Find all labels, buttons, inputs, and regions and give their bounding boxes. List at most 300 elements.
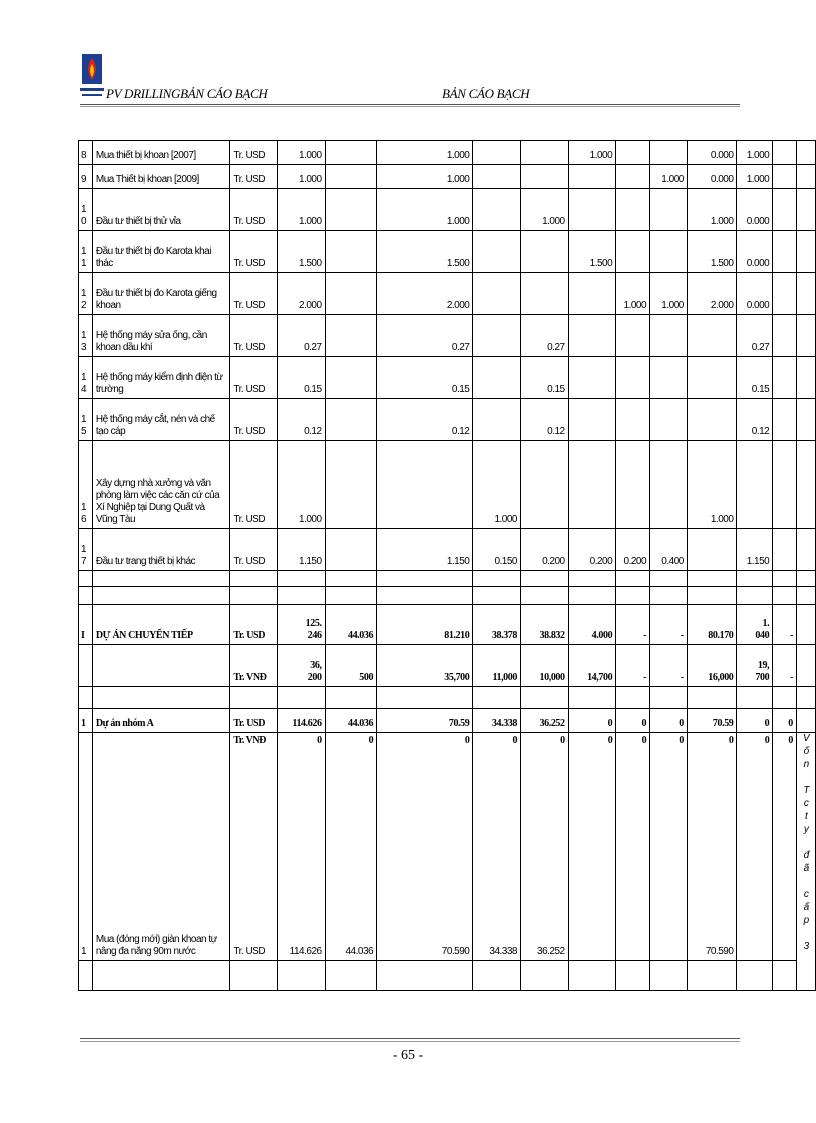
row-value-vnd-c3: 0 [464,735,470,746]
blank-cell [521,961,569,991]
blank-cell [230,587,277,605]
table-row [79,399,816,441]
row-value-c4 [473,231,521,273]
row-unit-usd: Tr. USD [233,946,266,957]
row-number: 9 [79,165,93,189]
blank-cell [473,571,521,587]
table-body [79,141,816,991]
row-unit: Tr. USD [230,141,277,165]
row-value-c8 [650,141,688,165]
row-number [79,645,93,687]
row-value-c6 [568,733,616,961]
row-item-name: DỰ ÁN CHUYỂN TIẾP [92,605,230,645]
blank-cell [92,587,230,605]
blank-cell [796,587,815,605]
header-rule [80,104,740,107]
row-value-c10: 0 [737,709,773,733]
row-value-c8: 1.000 [650,273,688,315]
row-value-c7 [616,189,650,231]
blank-cell [773,587,797,605]
row-number: 1 7 [79,529,93,571]
row-value-c9: 1.000 [687,441,737,529]
row-value-c6: 1.500 [568,231,616,273]
row-note-cell [796,399,815,441]
row-number: 1 3 [79,315,93,357]
row-value-c7 [616,231,650,273]
row-value-c9 [687,315,737,357]
row-number: 1 4 [79,357,93,399]
row-value-c5 [521,441,569,529]
row-value-c8 [650,733,688,961]
table-row [79,273,816,315]
row-value-c9 [687,733,737,961]
row-value-c3: 2.000 [377,273,473,315]
row-value-rig-c4: 34.338 [489,946,517,957]
blank-cell [773,961,797,991]
blank-cell [737,587,773,605]
spacer-row [79,571,816,587]
row-value-c1: 1.000 [277,141,325,165]
row-number: 1 1 [79,231,93,273]
row-note-cell [796,529,815,571]
row-value-vnd-c8: 0 [679,735,684,746]
row-value-c1 [277,733,325,961]
blank-cell [473,961,521,991]
row-value-c11 [773,165,797,189]
row-value-c3: 81.210 [377,605,473,645]
row-value-c9: 1.500 [687,231,737,273]
row-value-c2 [325,273,377,315]
row-unit: Tr. USD [230,357,277,399]
row-item-name: Hệ thống máy sửa ống, cần khoan dầu khí [92,315,230,357]
row-value-c11 [773,399,797,441]
blank-cell [568,587,616,605]
side-note-cell [796,733,815,991]
row-value-vnd-c5: 0 [560,735,565,746]
row-value-c3 [377,441,473,529]
row-value-c4: 38.378 [473,605,521,645]
row-value-c4: 34.338 [473,709,521,733]
row-value-c6: 1.000 [568,141,616,165]
row-value-c7 [616,357,650,399]
table-row [79,441,816,529]
row-value-c5: 0.27 [521,315,569,357]
row-value-c6: 4.000 [568,605,616,645]
row-value-c7 [616,733,650,961]
row-value-c6 [568,441,616,529]
row-value-c7 [616,315,650,357]
table-row [79,605,816,645]
row-value-c10: 1.000 [737,141,773,165]
blank-cell [277,587,325,605]
row-value-rig-c9: 70.590 [705,946,734,957]
row-value-c7 [616,141,650,165]
row-value-c7: 1.000 [616,273,650,315]
row-value-c3: 0.15 [377,357,473,399]
blank-cell [325,687,377,709]
blank-cell [230,571,277,587]
row-item-name: Đầu tư thiết bị thử vỉa [92,189,230,231]
row-value-c4 [473,189,521,231]
row-unit: Tr. USD [230,189,277,231]
row-value-c2 [325,189,377,231]
row-value-c5 [521,733,569,961]
row-value-c10: 19, 700 [737,645,773,687]
row-value-c7 [616,441,650,529]
blank-cell [521,587,569,605]
blank-cell [92,687,230,709]
table-row [79,733,816,961]
row-value-c3: 1.000 [377,141,473,165]
blank-cell [568,961,616,991]
row-item-name: Xây dựng nhà xưởng và văn phòng làm việc các căn cứ của Xí Nghiệp tại Dung Quất và Vũng Tàu [92,441,230,529]
row-value-vnd-c9: 0 [728,735,734,746]
row-value-vnd-c4: 0 [512,735,517,746]
footer-rule [80,1038,740,1042]
row-note-cell [796,165,815,189]
company-logo [80,52,104,102]
row-value-rig-c3: 70.590 [441,946,470,957]
row-value-c10 [737,441,773,529]
row-value-c1: 36, 200 [277,645,325,687]
row-value-c2 [325,231,377,273]
row-value-c9 [687,529,737,571]
row-value-c6 [568,357,616,399]
row-value-c8 [650,399,688,441]
row-value-vnd-c7: 0 [641,735,647,746]
row-item-name: Mua (đóng mới) giàn khoan tự nâng đa năng 90m nước [92,733,230,961]
row-value-c11 [773,441,797,529]
row-item-name: Đầu tư trang thiết bị khác [92,529,230,571]
spacer-row [79,587,816,605]
row-value-c2: 44.036 [325,709,377,733]
row-value-c5: 0.12 [521,399,569,441]
blank-cell [650,587,688,605]
row-value-c1: 125. 246 [277,605,325,645]
row-value-c8 [650,441,688,529]
row-note-cell [796,645,815,687]
row-unit: Tr. USD [230,273,277,315]
blank-row [79,961,816,991]
row-value-c9: 16,000 [687,645,737,687]
row-note-cell [796,141,815,165]
blank-cell [79,687,93,709]
blank-cell [650,961,688,991]
row-unit: Tr. USD [230,165,277,189]
row-value-c4 [473,315,521,357]
blank-cell [277,571,325,587]
row-item-name: Hệ thống máy kiểm định điện từ trường [92,357,230,399]
table-row [79,709,816,733]
row-value-c7: - [616,645,650,687]
row-unit: Tr. USD [230,709,277,733]
row-value-c10 [737,733,773,961]
row-number: 1 [79,709,93,733]
row-note-cell [796,709,815,733]
blank-cell [473,587,521,605]
blank-cell [616,961,650,991]
row-value-c3: 1.500 [377,231,473,273]
row-value-vnd-c1: 0 [317,735,322,746]
row-value-c1: 1.150 [277,529,325,571]
blank-cell [92,961,230,991]
blank-cell [79,587,93,605]
row-value-c5: 36.252 [521,709,569,733]
row-value-c8: 1.000 [650,165,688,189]
row-number: 1 2 [79,273,93,315]
row-unit: Tr. USD [230,399,277,441]
blank-cell [325,571,377,587]
row-value-c10: 1.000 [737,165,773,189]
blank-cell [650,687,688,709]
row-value-c11 [773,273,797,315]
row-value-c4: 0.150 [473,529,521,571]
blank-cell [616,571,650,587]
row-value-c1: 0.12 [277,399,325,441]
row-value-vnd-c10: 0 [764,735,770,746]
row-note-cell [796,189,815,231]
row-value-c9: 1.000 [687,189,737,231]
row-value-rig-c2: 44.036 [345,946,374,957]
row-value-c11 [773,189,797,231]
row-value-c3: 70.59 [377,709,473,733]
row-value-c5: 10,000 [521,645,569,687]
row-value-c7: - [616,605,650,645]
row-note-cell [796,441,815,529]
row-value-c11 [773,529,797,571]
blank-cell [277,687,325,709]
row-value-c4 [473,273,521,315]
blank-cell [773,687,797,709]
blank-cell [796,687,815,709]
row-value-c6 [568,315,616,357]
blank-cell [230,687,277,709]
row-value-c8: 0 [650,709,688,733]
row-value-c9: 2.000 [687,273,737,315]
spacer-row [79,687,816,709]
row-value-c5 [521,273,569,315]
row-value-c10: 1. 040 [737,605,773,645]
row-value-c8: - [650,605,688,645]
row-value-c6: 14,700 [568,645,616,687]
row-item-name: Dự án nhóm A [92,709,230,733]
row-value-c6 [568,165,616,189]
row-value-c2 [325,399,377,441]
row-value-c1: 0.15 [277,357,325,399]
row-value-c2 [325,357,377,399]
row-unit: Tr. USD [230,315,277,357]
row-value-c11 [773,315,797,357]
blank-cell [650,571,688,587]
row-value-c10: 0.15 [737,357,773,399]
row-value-c8: 0.400 [650,529,688,571]
blank-cell [687,571,737,587]
row-value-c9 [687,399,737,441]
row-value-c3: 1.000 [377,165,473,189]
row-value-c6 [568,273,616,315]
row-note-cell [796,605,815,645]
table-row [79,189,816,231]
row-item-name: Mua thiết bị khoan [2007] [92,141,230,165]
investment-table [78,140,816,991]
table-row [79,165,816,189]
blank-cell [79,571,93,587]
blank-cell [473,687,521,709]
row-value-c2: 500 [325,645,377,687]
header-left-title: PV DRILLINGBẢN CÁO BẠCH [106,86,268,101]
blank-cell [616,587,650,605]
row-item-name: Hệ thống máy cắt, nén và chế tạo cáp [92,399,230,441]
row-value-c3: 0.27 [377,315,473,357]
table-row [79,141,816,165]
row-value-vnd-c2: 0 [368,735,374,746]
row-value-c7: 0.200 [616,529,650,571]
row-value-vnd-c11: 0 [788,735,793,746]
row-value-c11 [773,733,797,961]
row-value-c8: - [650,645,688,687]
row-note-cell [796,357,815,399]
row-unit: Tr. USD [230,441,277,529]
blank-cell [277,961,325,991]
row-value-c10: 0.27 [737,315,773,357]
row-value-rig-c5: 36.252 [537,946,565,957]
row-value-c4 [473,165,521,189]
blank-cell [687,961,737,991]
row-value-c11 [773,141,797,165]
row-unit: Tr. USD [230,231,277,273]
row-item-name: Đầu tư thiết bị đo Karota giếng khoan [92,273,230,315]
row-value-c3: 1.150 [377,529,473,571]
row-value-c6: 0 [568,709,616,733]
row-value-c2 [325,441,377,529]
row-note-cell [796,315,815,357]
row-value-c4: 1.000 [473,441,521,529]
row-value-c1: 1.000 [277,189,325,231]
row-value-c9: 70.59 [687,709,737,733]
row-value-c5: 1.000 [521,189,569,231]
blank-cell [377,571,473,587]
blank-cell [521,687,569,709]
blank-cell [521,571,569,587]
row-note-cell [796,231,815,273]
row-value-c1: 1.000 [277,441,325,529]
blank-cell [796,571,815,587]
row-number: 1 5 [79,399,93,441]
row-value-c5: 0.200 [521,529,569,571]
row-value-c5 [521,231,569,273]
blank-cell [325,587,377,605]
row-number: 1 [79,733,93,961]
row-value-c2 [325,165,377,189]
table-row [79,315,816,357]
blank-cell [687,687,737,709]
row-value-c1: 114.626 [277,709,325,733]
row-value-c5 [521,141,569,165]
blank-cell [737,687,773,709]
row-value-c11: - [773,605,797,645]
row-unit: Tr. VNĐ [230,645,277,687]
row-value-c4 [473,357,521,399]
row-value-c3: 0.12 [377,399,473,441]
row-value-c7 [616,399,650,441]
row-value-c8 [650,189,688,231]
blank-cell [377,961,473,991]
blank-cell [377,587,473,605]
row-unit: Tr. USD [230,529,277,571]
row-number: 8 [79,141,93,165]
blank-cell [325,961,377,991]
row-unit-vnd: Tr. VNĐ [233,735,266,746]
row-value-c3 [377,733,473,961]
blank-cell [687,587,737,605]
blank-cell [737,961,773,991]
row-value-c8 [650,315,688,357]
row-value-c4 [473,733,521,961]
row-value-c4: 11,000 [473,645,521,687]
row-number: I [79,605,93,645]
row-value-c10: 0.000 [737,231,773,273]
row-number: 1 0 [79,189,93,231]
row-value-c11: 0 [773,709,797,733]
row-unit: Tr. USD [230,605,277,645]
row-value-c1: 1.000 [277,165,325,189]
table-row [79,231,816,273]
row-unit [230,733,277,961]
row-value-c10: 0.12 [737,399,773,441]
blank-cell [79,961,93,991]
blank-cell [773,571,797,587]
blank-cell [230,961,277,991]
row-value-c3: 35,700 [377,645,473,687]
row-value-vnd-c6: 0 [607,735,613,746]
blank-cell [737,571,773,587]
blank-cell [616,687,650,709]
row-value-c5 [521,165,569,189]
blank-cell [377,687,473,709]
row-value-c11: - [773,645,797,687]
row-value-c2 [325,315,377,357]
row-value-c1: 1.500 [277,231,325,273]
row-value-c8 [650,357,688,399]
table-row [79,357,816,399]
row-value-c1: 2.000 [277,273,325,315]
row-value-c10: 0.000 [737,189,773,231]
row-value-c7 [616,165,650,189]
row-value-c8 [650,231,688,273]
row-item-name [92,645,230,687]
row-item-name: Đầu tư thiết bị đo Karota khai thác [92,231,230,273]
table-row [79,529,816,571]
row-value-c4 [473,399,521,441]
row-value-rig-c1: 114.626 [289,946,322,957]
row-value-c9: 0.000 [687,141,737,165]
table-row [79,645,816,687]
row-value-c1: 0.27 [277,315,325,357]
side-note: Vốn Tcty đã cấp 3 [800,733,812,954]
blank-cell [568,571,616,587]
row-value-c6: 0.200 [568,529,616,571]
blank-cell [92,571,230,587]
row-value-c5: 0.15 [521,357,569,399]
row-item-name: Mua Thiết bị khoan [2009] [92,165,230,189]
row-value-c3: 1.000 [377,189,473,231]
row-value-c4 [473,141,521,165]
row-value-c2 [325,141,377,165]
row-value-c6 [568,399,616,441]
row-value-c2: 44.036 [325,605,377,645]
row-value-c9: 0.000 [687,165,737,189]
blank-cell [568,687,616,709]
